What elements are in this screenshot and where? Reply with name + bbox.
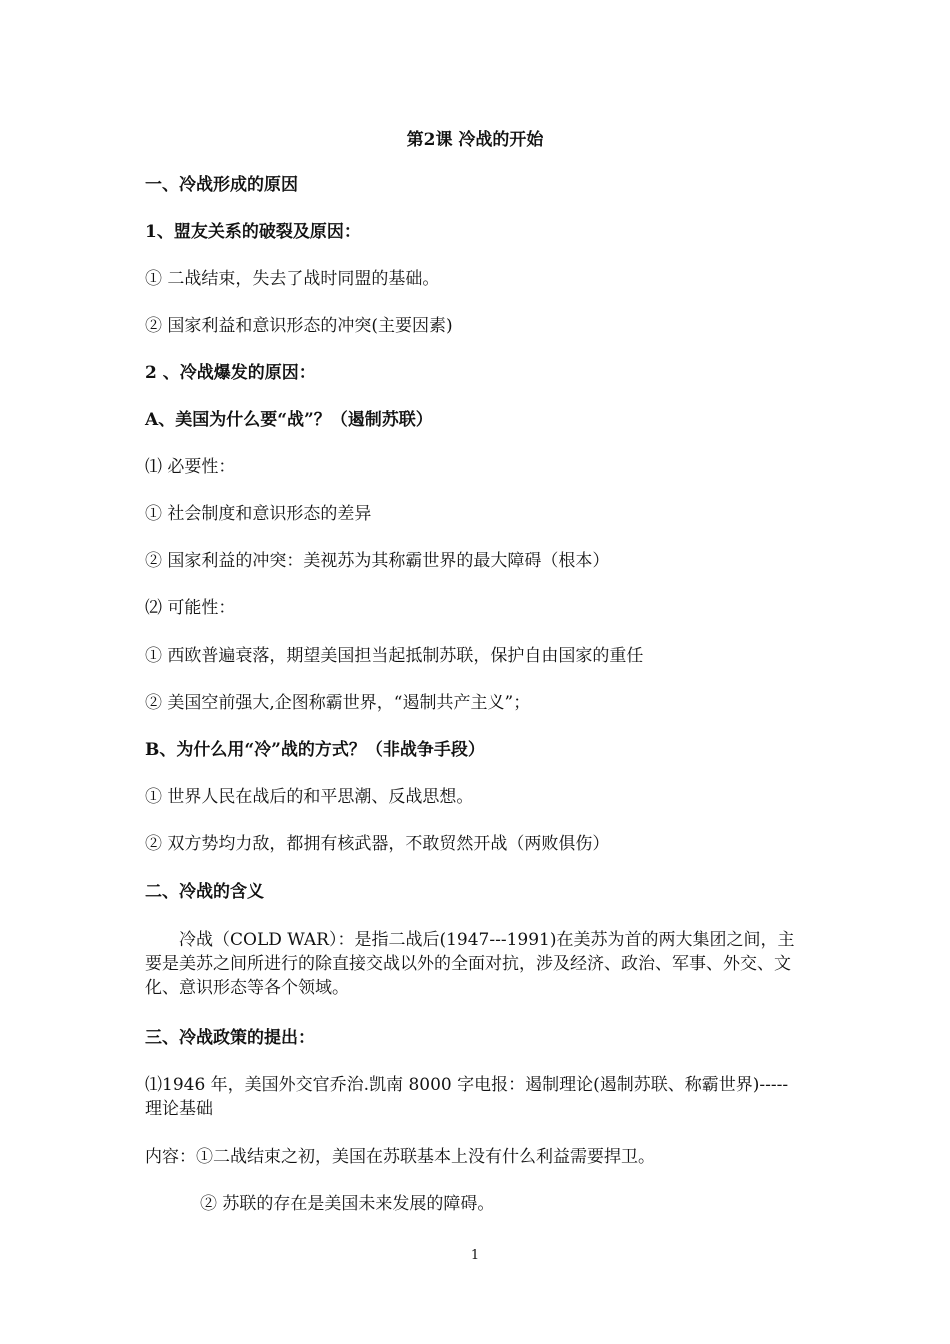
list-item: ② 国家利益的冲突：美视苏为其称霸世界的最大障碍（根本） bbox=[145, 551, 610, 571]
definition-paragraph: 冷战（COLD WAR）：是指二战后(1947---1991)在美苏为首的两大集团之间，主要是美苏之间所进行的除直接交战以外的全面对抗，涉及经济、政治、军事、外交、文化、意识形态等各个领域。 bbox=[145, 930, 795, 998]
content-line-1: 内容：①二战结束之初，美国在苏联基本上没有什么利益需要捍卫。 bbox=[145, 1147, 655, 1167]
list-item: ① 世界人民在战后的和平思潮、反战思想。 bbox=[145, 787, 474, 807]
subheading-a: A、美国为什么要“战”？（遏制苏联） bbox=[145, 410, 433, 430]
content-line-2: ② 苏联的存在是美国未来发展的障碍。 bbox=[200, 1194, 495, 1214]
list-item: ① 西欧普遍衰落，期望美国担当起抵制苏联，保护自由国家的重任 bbox=[145, 646, 644, 666]
subheading-2: 2 、冷战爆发的原因： bbox=[145, 363, 316, 383]
subheading-b: B、为什么用“冷”战的方式？（非战争手段） bbox=[145, 740, 485, 760]
theory-item: ⑴1946 年，美国外交官乔治.凯南 8000 字电报：遏制理论(遏制苏联、称霸世界)-----理论基础 bbox=[145, 1075, 789, 1119]
section-heading-3: 三、冷战政策的提出： bbox=[145, 1028, 315, 1048]
lesson-title: 第2课 冷战的开始 bbox=[406, 130, 544, 150]
list-item: ② 美国空前强大,企图称霸世界，“遏制共产主义”； bbox=[145, 693, 531, 713]
subheading-1: 1、盟友关系的破裂及原因： bbox=[145, 222, 361, 242]
page-number: 1 bbox=[470, 1248, 480, 1263]
list-item: ⑴ 必要性： bbox=[145, 457, 236, 477]
section-heading-1: 一、冷战形成的原因 bbox=[145, 175, 298, 195]
section-heading-2: 二、冷战的含义 bbox=[145, 882, 264, 902]
list-item: ② 国家利益和意识形态的冲突(主要因素) bbox=[145, 316, 453, 336]
list-item: ① 二战结束，失去了战时同盟的基础。 bbox=[145, 269, 440, 289]
list-item: ① 社会制度和意识形态的差异 bbox=[145, 504, 372, 524]
list-item: ② 双方势均力敌，都拥有核武器，不敢贸然开战（两败俱伤） bbox=[145, 834, 610, 854]
list-item: ⑵ 可能性： bbox=[145, 598, 236, 618]
